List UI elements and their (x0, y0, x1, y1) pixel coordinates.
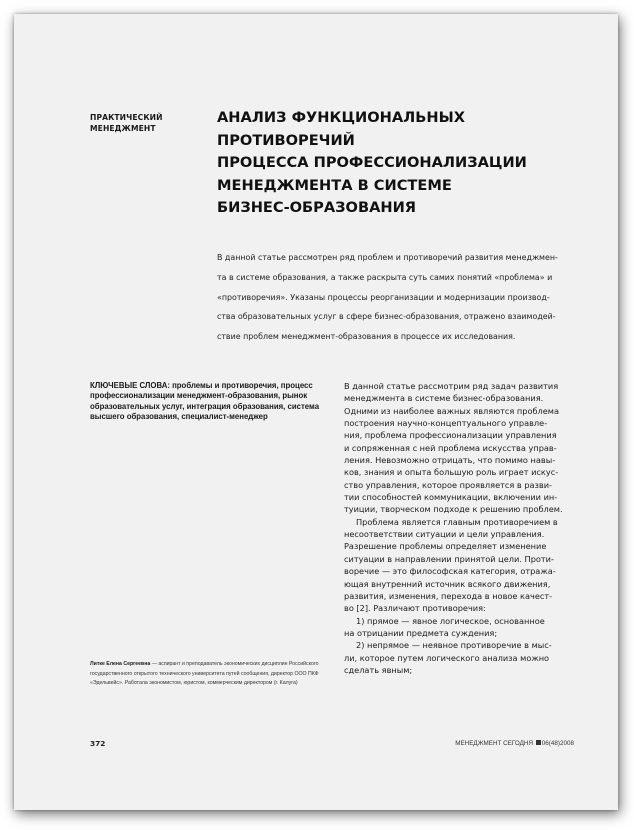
body-line: ления. Невозможно отрицать, что помимо навы- (344, 455, 556, 466)
title-line4: БИЗНЕС-ОБРАЗОВАНИЯ (217, 199, 417, 216)
section-label (90, 112, 200, 134)
abstract-line: ства образовательных услуг в сфере бизнес-образования, отражено взаимодей- (217, 312, 556, 322)
body-line: тии способностей коммуникации, включении ин- (344, 492, 558, 503)
body-line: во [2]. Различают противоречия: (344, 603, 486, 614)
journal-footer (455, 740, 574, 747)
body-line: менеджмента в системе бизнес-образования. (344, 393, 544, 404)
author-note (90, 660, 340, 689)
body-line: развития, изменения, перехода в новое качест- (344, 590, 553, 601)
document-page (14, 14, 618, 810)
abstract-line: та в системе образования, а также раскрыта суть самих понятий «проблема» и (217, 272, 553, 282)
list-item-line: на отрицании предмета суждения; (344, 627, 498, 638)
body-line: и сопряженная с ней проблема искусства управ- (344, 442, 557, 453)
body-line: построения научно-концептуального управле- (344, 418, 548, 429)
list-item-line: 2) непрямое — неявное противоречие в мыс- (356, 640, 552, 651)
body-line: ситуации в направлении принятой цели. Проти- (344, 553, 554, 564)
body-line: В данной статье рассмотрим ряд задач развития (344, 381, 559, 391)
body-line: несоответствии ситуации и цели управления. (344, 529, 545, 540)
keywords-label: КЛЮЧЕВЫЕ СЛОВА: (90, 381, 170, 390)
body-line: воречие — это философская категория, отража- (344, 566, 556, 577)
list-item-line: 1) прямое — явное логическое, основанное (356, 615, 545, 626)
section-label-line1: ПРАКТИЧЕСКИЙ (90, 113, 163, 122)
body-line: туиции, творческом подходе к решению проблем. (344, 504, 563, 515)
body-line: Одними из наиболее важных являются проблема (344, 405, 559, 416)
body-column (344, 380, 602, 676)
body-line: Разрешение проблемы определяет изменение (344, 541, 547, 552)
keywords-block (90, 381, 330, 423)
abstract-line: В данной статье рассмотрен ряд проблем и противоречий развития менеджмен- (217, 253, 558, 262)
square-separator-icon (536, 740, 541, 745)
title-line1: АНАЛИЗ ФУНКЦИОНАЛЬНЫХ ПРОТИВОРЕЧИЙ (217, 109, 465, 149)
abstract-line: «противоречия». Указаны процессы реорганизации и модернизации производ- (217, 292, 550, 302)
author-bio: — аспирант и преподаватель экономических дисциплин Российского государственного открытого технического университета путей сообщения, директор ООО ПКФ «Эдельвейс». Работала экономистом, юристом, коммерческим директором (г. Калуга) (90, 661, 319, 687)
list-item-line: сделать явным; (344, 664, 413, 675)
abstract (217, 248, 597, 347)
body-line: ющая внутренний источник всякого движения, (344, 578, 551, 589)
section-label-line2: МЕНЕДЖМЕНТ (90, 124, 156, 133)
journal-name: МЕНЕДЖМЕНТ СЕГОДНЯ (455, 740, 534, 747)
keywords-text: проблемы и противоречия, процесс профессионализации менеджмент-образования, рынок образовательных услуг, интеграция образования, система высшего образования, специалист-менеджер (90, 381, 320, 422)
title-line2: ПРОЦЕССА ПРОФЕССИОНАЛИЗАЦИИ (217, 154, 527, 171)
page-number: 372 (90, 739, 106, 748)
article-title (217, 107, 597, 220)
body-line: ния, проблема профессионализации управления (344, 430, 557, 441)
body-line: Проблема является главным противоречием в (356, 516, 558, 527)
author-name: Литке Елена Сергеевна (90, 661, 151, 667)
title-line3: МЕНЕДЖМЕНТА В СИСТЕМЕ (217, 176, 452, 194)
body-line: ков, знания и опыта большую роль играет искус- (344, 467, 559, 478)
body-line: ство управления, которое проявляется в разви- (344, 479, 553, 490)
list-item-line: ли, которое путем логического анализа можно (344, 652, 550, 663)
abstract-line: ствие проблем менеджмент-образования в процессе их исследования. (217, 332, 516, 342)
journal-issue: 06(48)2008 (541, 740, 574, 747)
